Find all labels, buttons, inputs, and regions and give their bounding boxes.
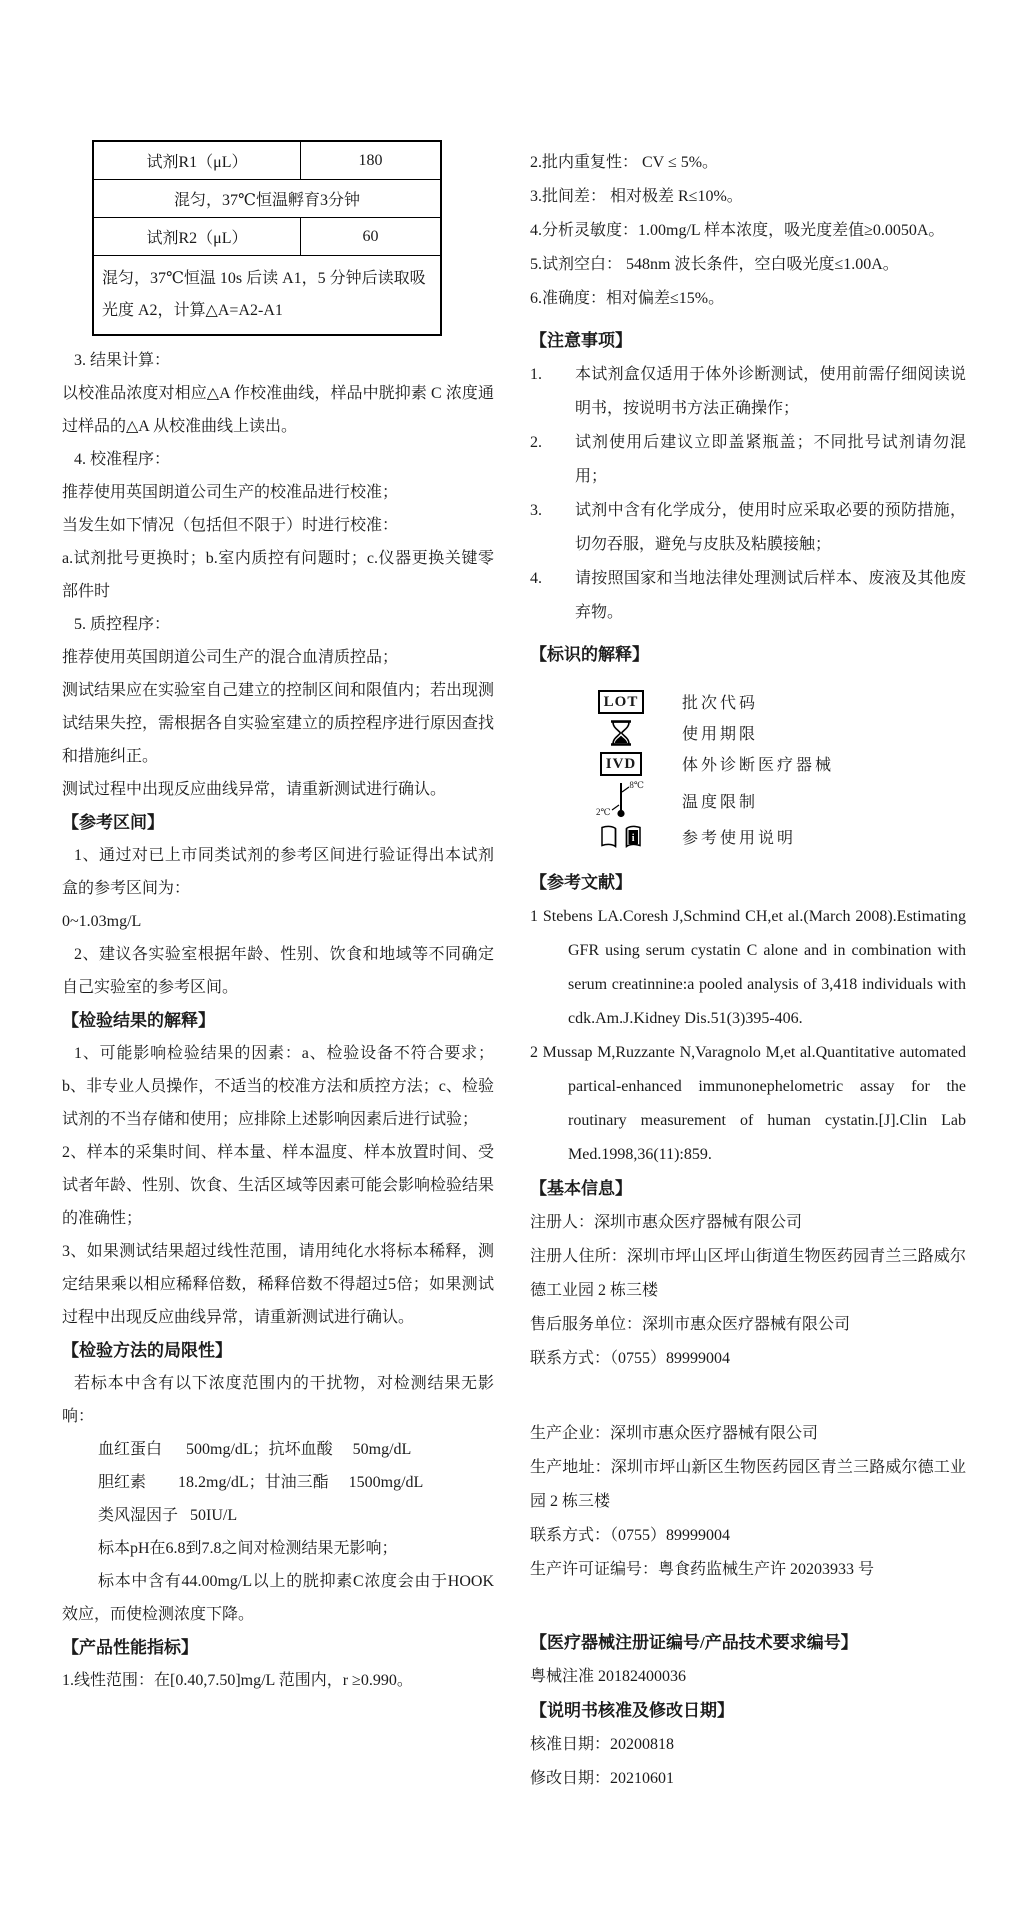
qc-line3: 测试过程中出现反应曲线异常，请重新测试进行确认。 — [62, 781, 447, 798]
precaution-text: 试剂使用后建议立即盖紧瓶盖；不同批号试剂请勿混用； — [575, 434, 966, 485]
symbol-label: 温度限制 — [682, 793, 759, 811]
precaution-number: 3. — [530, 502, 542, 519]
approval-dates-title: 【说明书核准及修改日期】 — [530, 1701, 734, 1720]
symbol-label: 批次代码 — [682, 695, 759, 712]
symbol-label: 体外诊断医疗器械 — [682, 757, 835, 774]
precaution-number: 4. — [530, 570, 542, 587]
reading-step: 混匀，37℃恒温 10s 后读 A1，5 分钟后读取吸光度 A2，计算△A=A2-A1 — [93, 256, 441, 336]
performance-item4: 4.分析灵敏度：1.00mg/L 样本浓度，吸光度差值≥0.0050A。 — [530, 222, 945, 239]
interpretation-item2: 2、样本的采集时间、样本量、样本温度、样本放置时间、受试者年龄、性别、饮食、生活区域等因素可能会影响检验结果的准确性； — [62, 1144, 495, 1227]
limitation-row: 胆红素 18.2mg/dL；甘油三酯 1500mg/dL — [98, 1474, 424, 1491]
section-qc-title: 5. 质控程序： — [74, 616, 171, 633]
performance-item6: 6.准确度：相对偏差≤15%。 — [530, 290, 725, 307]
symbol-label: 参考使用说明 — [682, 830, 797, 847]
table-row — [93, 256, 441, 336]
production-address: 生产地址：深圳市坪山新区生物医药园区青兰三路威尔德工业园 2 栋三楼 — [530, 1459, 966, 1510]
reference-item: 1 Stebens LA.Coresh J,Schmind CH,et al.(March 2008).Estimating GFR using serum cystatin C alone and in combination with serum creatinnine:a pooled analysis of 3,418 individuals with cdk.Am.J.Kidney Dis.51(3)395-406. — [530, 908, 966, 1027]
reagent-r2-value: 60 — [301, 218, 442, 256]
references-title: 【参考文献】 — [530, 873, 632, 892]
performance-title: 【产品性能指标】 — [62, 1638, 198, 1657]
precaution-number: 2. — [530, 434, 542, 451]
interpretation-item3: 3、如果测试结果超过线性范围，请用纯化水将标本稀释，测定结果乘以相应稀释倍数，稀释倍数不得超过5倍；如果测试过程中出现反应曲线异常，请重新测试进行确认。 — [62, 1243, 494, 1326]
limitation-hook: 标本中含有44.00mg/L以上的胱抑素C浓度会由于HOOK效应，而使检测浓度下降。 — [62, 1573, 494, 1623]
manufacturer: 生产企业：深圳市惠众医疗器械有限公司 — [530, 1425, 819, 1442]
precaution-item — [530, 562, 966, 630]
precaution-number: 1. — [530, 366, 542, 383]
limitation-intro: 若标本中含有以下浓度范围内的干扰物，对检测结果无影响： — [62, 1375, 494, 1425]
result-calc-body: 以校准品浓度对相应△A 作校准曲线，样品中胱抑素 C 浓度通过样品的△A 从校准曲线上读出。 — [62, 385, 494, 435]
ivd-icon: IVD — [588, 752, 654, 776]
reference-interval-item2: 2、建议各实验室根据年龄、性别、饮食和地域等不同确定自己实验室的参考区间。 — [62, 946, 494, 996]
contact-phone: 联系方式：（0755）89999004 — [530, 1350, 731, 1367]
right-column — [530, 146, 966, 1796]
precaution-item — [530, 426, 966, 494]
hourglass-icon — [588, 720, 654, 746]
lot-icon: LOT — [588, 690, 654, 714]
production-license: 生产许可证编号：粤食药监械生产许 20203933 号 — [530, 1561, 875, 1578]
calibration-line2: 当发生如下情况（包括但不限于）时进行校准： — [62, 517, 399, 534]
precaution-item — [530, 494, 966, 562]
table-row — [93, 141, 441, 180]
consult-instructions-icon — [588, 824, 654, 850]
after-sales-unit: 售后服务单位：深圳市惠众医疗器械有限公司 — [530, 1316, 851, 1333]
reagent-r2-label: 试剂R2（μL） — [93, 218, 301, 256]
temp-high-label: 8℃ — [629, 780, 644, 790]
calibration-line1: 推荐使用英国朗道公司生产的校准品进行校准； — [62, 484, 399, 501]
precaution-text: 本试剂盒仅适用于体外诊断测试，使用前需仔细阅读说明书，按说明书方法正确操作； — [575, 366, 966, 417]
precaution-text: 请按照国家和当地法律处理测试后样本、废液及其他废弃物。 — [575, 570, 966, 621]
temperature-limit-icon — [588, 780, 654, 820]
basic-info-title: 【基本信息】 — [530, 1179, 632, 1198]
symbol-row — [588, 821, 966, 852]
performance-item5: 5.试剂空白： 548nm 波长条件，空白吸光度≤1.00A。 — [530, 256, 899, 273]
symbol-label: 使用期限 — [682, 726, 759, 743]
reference-interval-item1: 1、通过对已上市同类试剂的参考区间进行验证得出本试剂盒的参考区间为： — [62, 847, 494, 897]
performance-item1: 1.线性范围：在[0.40,7.50]mg/L 范围内，r ≥0.990。 — [62, 1672, 413, 1689]
reagent-r1-value: 180 — [301, 141, 442, 180]
incubation-step: 混匀，37℃恒温孵育3分钟 — [93, 180, 441, 218]
symbols-title: 【标识的解释】 — [530, 645, 649, 664]
limitation-title: 【检验方法的局限性】 — [62, 1341, 232, 1360]
limitation-row: 类风湿因子 50IU/L — [98, 1507, 238, 1524]
revision-date: 修改日期：20210601 — [530, 1770, 675, 1787]
interpretation-item1: 1、可能影响检验结果的因素：a、检验设备不符合要求；b、非专业人员操作，不适当的校准方法和质控方法；c、检验试剂的不当存储和使用；应排除上述影响因素后进行试验； — [62, 1045, 494, 1128]
symbol-row — [588, 717, 966, 748]
precaution-text: 试剂中含有化学成分，使用时应采取必要的预防措施，切勿吞服，避免与皮肤及粘膜接触； — [575, 502, 966, 553]
table-row — [93, 218, 441, 256]
reference-item: 2 Mussap M,Ruzzante N,Varagnolo M,et al.Quantitative automated partical-enhanced immunonephelometric assay for the routinary measurement of human cystatin.[J].Clin Lab Med.1998,36(11):859. — [530, 1044, 966, 1163]
registrant-address: 注册人住所：深圳市坪山区坪山街道生物医药园青兰三路威尔德工业园 2 栋三楼 — [530, 1248, 966, 1299]
limitation-ph: 标本pH在6.8到7.8之间对检测结果无影响； — [98, 1540, 398, 1557]
registrant: 注册人：深圳市惠众医疗器械有限公司 — [530, 1214, 803, 1231]
reference-interval-value: 0~1.03mg/L — [62, 913, 142, 930]
contact-phone: 联系方式：（0755）89999004 — [530, 1527, 731, 1544]
section-result-calc-title: 3. 结果计算： — [74, 352, 171, 369]
calibration-line3: a.试剂批号更换时；b.室内质控有问题时；c.仪器更换关键零部件时 — [62, 550, 494, 600]
approval-date: 核准日期：20200818 — [530, 1736, 675, 1753]
procedure-table — [92, 140, 442, 336]
performance-item3: 3.批间差： 相对极差 R≤10%。 — [530, 188, 743, 205]
section-calibration-title: 4. 校准程序： — [74, 451, 171, 468]
precaution-item — [530, 358, 966, 426]
registration-number-title: 【医疗器械注册证编号/产品技术要求编号】 — [530, 1633, 858, 1652]
svg-text:i: i — [631, 832, 635, 844]
reference-interval-title: 【参考区间】 — [62, 813, 164, 832]
performance-item2: 2.批内重复性： CV ≤ 5%。 — [530, 154, 719, 171]
symbol-row — [588, 748, 966, 779]
qc-line1: 推荐使用英国朗道公司生产的混合血清质控品； — [62, 649, 399, 666]
registration-number: 粤械注准 20182400036 — [530, 1668, 687, 1685]
limitation-row: 血红蛋白 500mg/dL；抗坏血酸 50mg/dL — [98, 1441, 412, 1458]
reagent-r1-label: 试剂R1（μL） — [93, 141, 301, 180]
temp-low-label: 2℃ — [596, 807, 611, 817]
table-row — [93, 180, 441, 218]
precautions-title: 【注意事项】 — [530, 331, 632, 350]
qc-line2: 测试结果应在实验室自己建立的控制区间和限值内；若出现测试结果失控，需根据各自实验室建立的质控程序进行原因查找和措施纠正。 — [62, 682, 495, 765]
symbol-row — [588, 686, 966, 717]
symbol-row — [588, 779, 966, 821]
left-column — [62, 140, 494, 1697]
interpretation-title: 【检验结果的解释】 — [62, 1011, 215, 1030]
